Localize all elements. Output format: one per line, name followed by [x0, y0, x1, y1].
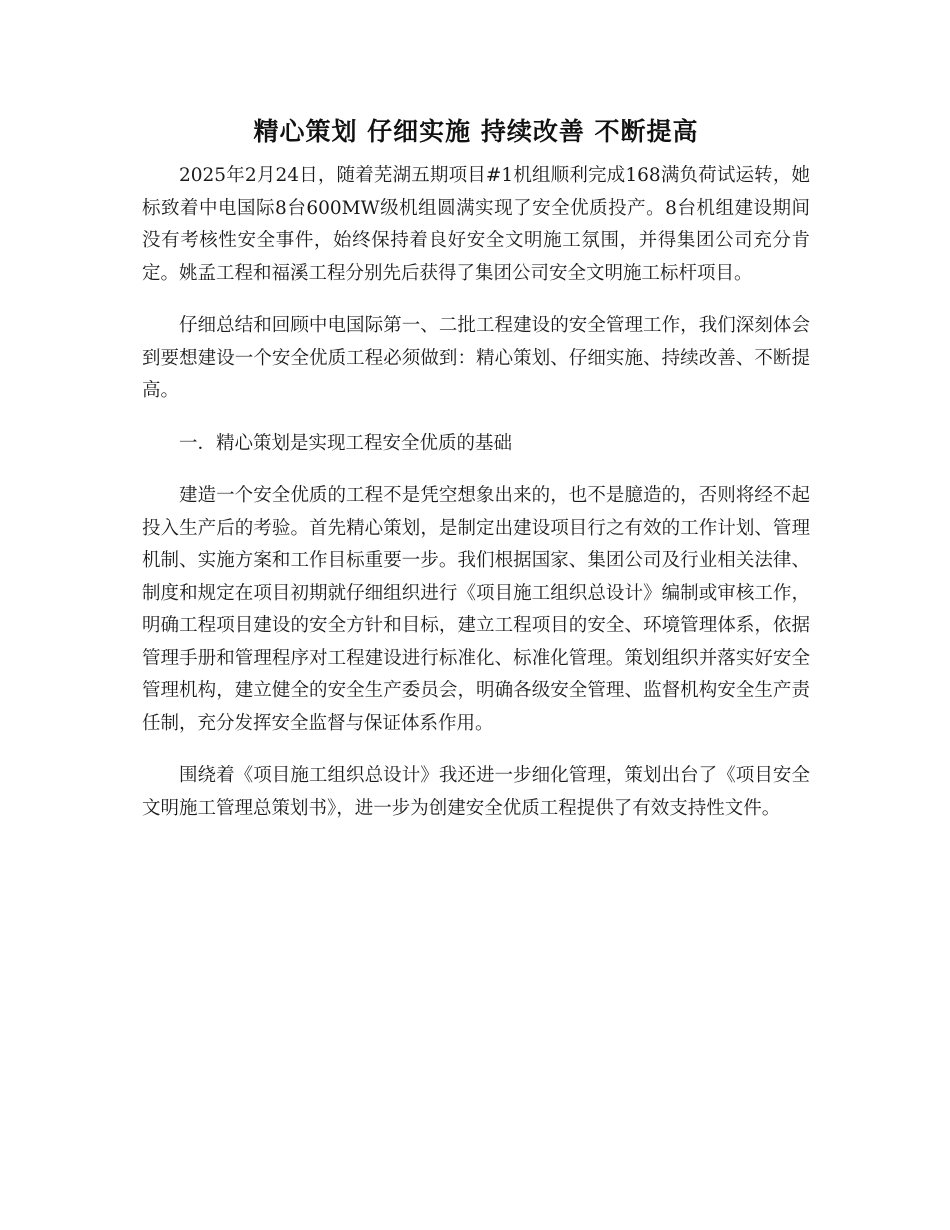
paragraph-intro: 2025年2月24日，随着芜湖五期项目#1机组顺利完成168满负荷试运转，她标致着中电国际8台600MW级机组圆满实现了安全优质投产。8台机组建设期间没有考核性安全事件，始终保持着良好安全文明施工氛围，并得集团公司充分肯定。姚孟工程和福溪工程分别先后获得了集团公司安全文明施工标杆项目。: [142, 165, 810, 284]
document-page: [142, 112, 810, 845]
paragraph-refinement: 围绕着《项目施工组织总设计》我还进一步细化管理，策划出台了《项目安全文明施工管理总策划书》，进一步为创建安全优质工程提供了有效支持性文件。: [142, 765, 810, 819]
document-title: 精心策划 仔细实施 持续改善 不断提高: [253, 117, 699, 146]
paragraph-planning: 建造一个安全优质的工程不是凭空想象出来的，也不是臆造的，否则将经不起投入生产后的考验。首先精心策划，是制定出建设项目行之有效的工作计划、管理机制、实施方案和工作目标重要一步。我们根据国家、集团公司及行业相关法律、制度和规定在项目初期就仔细组织进行《项目施工组织总设计》编制或审核工作，明确工程项目建设的安全方针和目标，建立工程项目的安全、环境管理体系，依据管理手册和管理程序对工程建设进行标准化、标准化管理。策划组织并落实好安全管理机构，建立健全的安全生产委员会，明确各级安全管理、监督机构安全生产责任制，充分发挥安全监督与保证体系作用。: [142, 485, 810, 734]
paragraph-summary: 仔细总结和回顾中电国际第一、二批工程建设的安全管理工作，我们深刻体会到要想建设一个安全优质工程必须做到：精心策划、仔细实施、持续改善、不断提高。: [142, 315, 810, 401]
section-heading-1: 一．精心策划是实现工程安全优质的基础: [179, 432, 513, 454]
